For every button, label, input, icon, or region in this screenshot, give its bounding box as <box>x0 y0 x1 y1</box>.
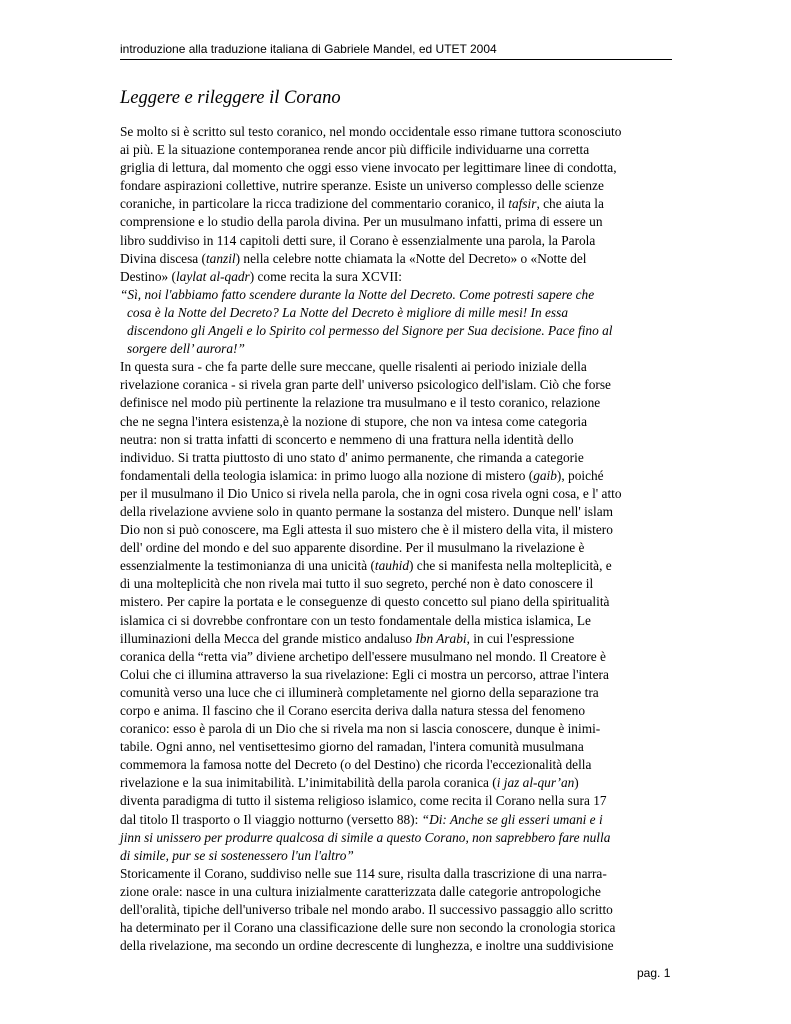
text-run: “Sì, noi l'abbiamo fatto scendere durante la Notte del Decreto. Come potresti sapere che <box>120 286 595 302</box>
paragraph-intro <box>120 123 680 286</box>
italic-term: di simile, pur se si sostenessero l'un l'altro” <box>120 847 354 863</box>
italic-term: laylat al-qadr <box>175 268 250 284</box>
text-line <box>120 304 680 322</box>
text-line <box>120 177 680 195</box>
text-line <box>120 141 680 159</box>
text-line <box>120 829 680 847</box>
text-line <box>120 123 680 141</box>
text-run: Colui che ci illumina attraverso la sua rivelazione: Egli ci mostra un percorso, attrae l'intera <box>120 666 609 682</box>
text-line <box>120 503 680 521</box>
text-run: fondamentali della teologia islamica: in primo luogo alla nozione di mistero ( <box>120 467 534 483</box>
italic-term: “Di: Anche se gli esseri umani e i <box>421 811 603 827</box>
text-run: coranico: esso è parola di un Dio che si rivela ma non si lascia conoscere, dunque è inimi- <box>120 721 601 737</box>
text-run: Se molto si è scritto sul testo coranico, nel mondo occidentale esso rimane tuttora sconosciuto <box>120 124 622 139</box>
text-run: dell' ordine del mondo e del suo apparente disordine. Per il musulmano la rivelazione è <box>120 540 585 556</box>
text-run: illuminazioni della Mecca del grande mistico andaluso <box>120 630 416 646</box>
text-line <box>120 883 680 901</box>
text-line <box>120 901 680 919</box>
text-line <box>120 593 680 611</box>
text-line <box>120 250 680 268</box>
text-line <box>120 811 680 829</box>
italic-term: Ibn Arabi <box>415 630 467 646</box>
text-run: coranica della “retta via” diviene archetipo dell'essere musulmano nel mondo. Il Creatore è <box>120 648 606 664</box>
text-line <box>120 413 680 431</box>
text-run: libro suddiviso in 114 capitoli detti sure, il Corano è essenzialmente una parola, la Parola <box>120 232 596 248</box>
text-run: sorgere dell’ aurora!” <box>127 341 245 357</box>
paragraph-sura-analysis <box>120 358 680 865</box>
text-run: griglia di lettura, dal momento che oggi esso viene invocato per legittimare linee di condotta, <box>120 160 617 176</box>
text-run: ) che si manifesta nella molteplicità, e <box>409 558 612 574</box>
text-line <box>120 159 680 177</box>
text-run: Storicamente il Corano, suddiviso nelle sue 114 sure, risulta dalla trascrizione di una narra- <box>120 865 607 881</box>
text-run: dell'oralità, tipiche dell'universo tribale nel mondo arabo. Il successivo passaggio allo scritto <box>120 902 613 918</box>
text-run: di una molteplicità che non rivela mai tutto il suo segreto, perché non è dato conoscere il <box>120 576 594 592</box>
text-run: ) <box>574 775 579 791</box>
text-run: corpo e anima. Il fascino che il Corano esercita deriva dalla natura stessa del fenomeno <box>120 703 585 718</box>
text-run: commemora la famosa notte del Decreto (o del Destino) che ricorda l'eccezionalità della <box>120 757 592 773</box>
text-run: Dio non si può conoscere, ma Egli attesta il suo mistero che è il mistero della vita, il mistero <box>120 522 613 538</box>
text-line <box>120 376 680 394</box>
text-run: per il musulmano il Dio Unico si rivela nella parola, che in ogni cosa rivela ogni cosa, e l' atto <box>120 485 622 501</box>
text-run: ), poiché <box>556 467 604 483</box>
text-run: della rivelazione avviene solo in quanto permane la sostanza del mistero. Dunque nell' islam <box>120 503 614 519</box>
italic-term: tanzil <box>205 250 236 266</box>
section-title: Leggere e rileggere il Corano <box>120 88 341 108</box>
text-run: essenzialmente la testimonianza di una unicità ( <box>120 558 375 574</box>
document-body <box>120 123 680 955</box>
text-line <box>120 865 680 883</box>
text-line <box>120 213 680 231</box>
italic-term: jinn si unissero per produrre qualcosa di simile a questo Corano, non saprebbero fare nulla <box>120 829 611 845</box>
text-line <box>120 322 680 340</box>
text-run: , in cui l'espressione <box>466 630 575 646</box>
text-run: comprensione e lo studio della parola divina. Per un musulmano infatti, prima di essere un <box>120 214 603 230</box>
text-run: discendono gli Angeli e lo Spirito col permesso del Signore per Sua decisione. Pace fino al <box>127 323 613 339</box>
text-run: Destino» ( <box>120 268 176 284</box>
italic-term: tauhid <box>374 558 410 574</box>
text-run: comunità verso una luce che ci illuminerà completamente nel giorno della separazione tra <box>120 684 599 700</box>
text-run: rivelazione coranica - si rivela gran parte dell' universo psicologico dell'islam. Ciò che forse <box>120 377 611 393</box>
text-line <box>120 937 680 955</box>
italic-term: i jaz al-qur’an <box>496 775 575 791</box>
text-line <box>120 449 680 467</box>
text-run: cosa è la Notte del Decreto? La Notte del Decreto è migliore di mille mesi! In essa <box>127 304 568 320</box>
text-line <box>120 612 680 630</box>
page-header: introduzione alla traduzione italiana di Gabriele Mandel, ed UTET 2004 <box>120 42 672 60</box>
text-line <box>120 720 680 738</box>
text-run: dal titolo Il trasporto o Il viaggio notturno (versetto 88): <box>120 811 422 827</box>
text-line <box>120 521 680 539</box>
text-line <box>120 539 680 557</box>
text-line <box>120 919 680 937</box>
text-line <box>120 756 680 774</box>
italic-term: gaib <box>533 467 557 483</box>
text-line <box>120 195 680 213</box>
text-run: Divina discesa ( <box>120 250 206 266</box>
text-line <box>120 268 680 286</box>
text-run: tabile. Ogni anno, nel ventisettesimo giorno del ramadan, l'intera comunità musulmana <box>120 739 584 755</box>
text-line <box>120 792 680 810</box>
text-run: In questa sura - che fa parte delle sure meccane, quelle risalenti ai periodo iniziale della <box>120 359 587 375</box>
text-line <box>120 684 680 702</box>
text-run: islamica ci si dovrebbe confrontare con un testo fondamentale della mistica islamica, Le <box>120 612 591 628</box>
text-run: , che aiuta la <box>536 196 604 212</box>
text-run: fondare aspirazioni collettive, nutrire speranze. Esiste un universo complesso delle scienze <box>120 178 604 194</box>
text-run: ai più. E la situazione contemporanea rende ancor più difficile individuarne una corretta <box>120 142 590 158</box>
text-run: coraniche, in particolare la ricca tradizione del commentario coranico, il <box>120 196 509 212</box>
text-run: neutra: non si tratta infatti di sconcerto e nemmeno di una frattura nella identità dello <box>120 431 574 447</box>
text-line <box>120 394 680 412</box>
text-run: mistero. Per capire la portata e le conseguenze di questo concetto sul piano della spiritualità <box>120 594 610 610</box>
quote-sura-xcvii <box>120 286 680 358</box>
text-line <box>120 648 680 666</box>
text-run: che ne segna l'intera esistenza,è la nozione di stupore, che non va intesa come categoria <box>120 413 588 429</box>
text-run: della rivelazione, ma secondo un ordine decrescente di lunghezza, e inoltre una suddivisione <box>120 938 614 954</box>
text-run: diventa paradigma di tutto il sistema religioso islamico, come recita il Corano nella sura 17 <box>120 793 607 809</box>
text-line <box>120 340 680 358</box>
text-run: ha determinato per il Corano una classificazione delle sure non secondo la cronologia storica <box>120 920 616 936</box>
text-run: individuo. Si tratta piuttosto di uno stato d' animo permanente, che rimanda a categorie <box>120 449 584 465</box>
text-line <box>120 630 680 648</box>
text-run: ) nella celebre notte chiamata la «Notte del Decreto» o «Notte del <box>235 250 587 266</box>
text-line <box>120 431 680 449</box>
text-line <box>120 232 680 250</box>
text-run: zione orale: nasce in una cultura inizialmente caratterizzata dalle categorie antropologiche <box>120 883 601 899</box>
text-line <box>120 847 680 865</box>
text-line <box>120 286 680 304</box>
page-number: pag. 1 <box>637 966 671 980</box>
text-line <box>120 702 680 720</box>
text-line <box>120 666 680 684</box>
text-line <box>120 557 680 575</box>
italic-term: tafsir <box>508 196 537 212</box>
text-run: ) come recita la sura XCVII: <box>249 268 403 284</box>
text-run: rivelazione e la sua inimitabilità. L’inimitabilità della parola coranica ( <box>120 775 497 791</box>
paragraph-history <box>120 865 680 955</box>
text-line <box>120 467 680 485</box>
text-run: definisce nel modo più pertinente la relazione tra musulmano e il testo coranico, relazione <box>120 395 601 411</box>
text-line <box>120 738 680 756</box>
text-line <box>120 774 680 792</box>
text-line <box>120 485 680 503</box>
text-line <box>120 575 680 593</box>
text-line <box>120 358 680 376</box>
